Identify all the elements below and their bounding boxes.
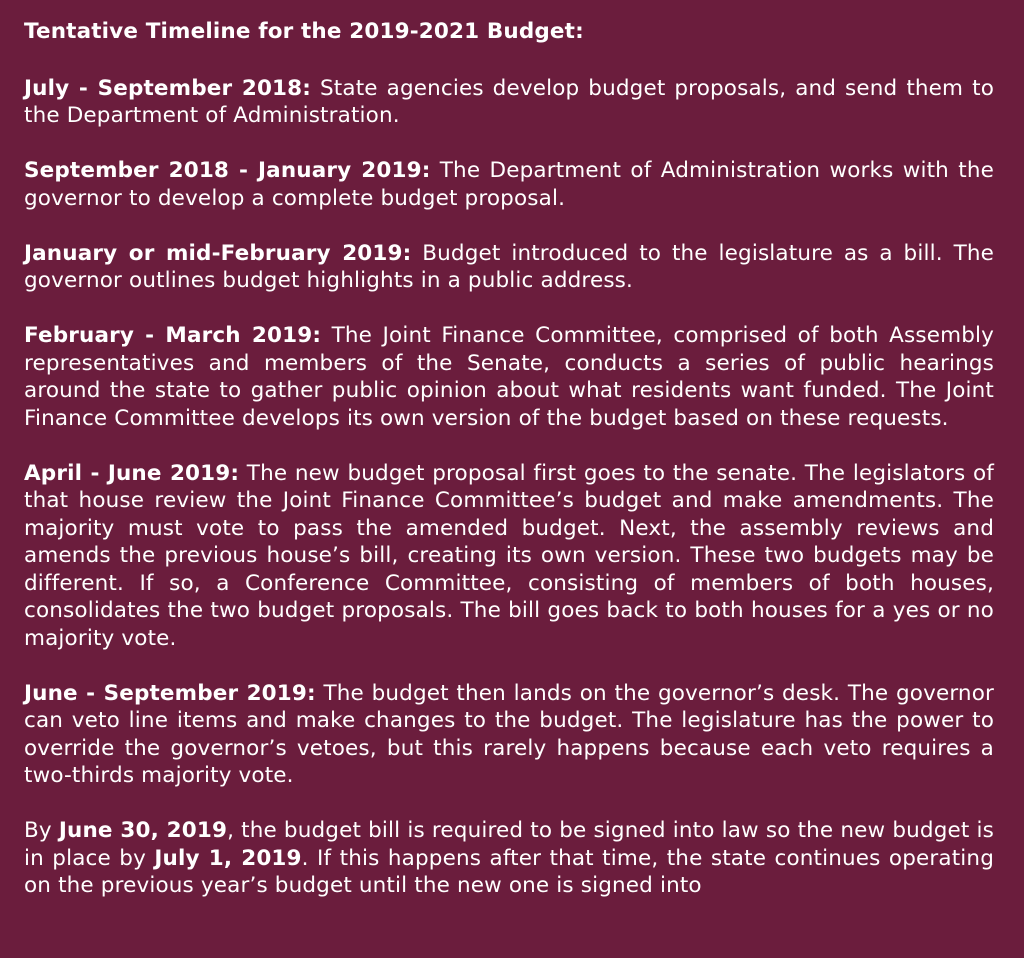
entry-period: June - September 2019:	[24, 680, 316, 706]
timeline-entry-1	[24, 75, 994, 130]
timeline-entry-6	[24, 680, 994, 790]
entry-text: State agencies develop budget proposals, and send them to the Department of Administration.	[24, 75, 994, 128]
entry-text: The new budget proposal first goes to the senate. The legislators of that house review the Joint Finance Committee’s budget and make amendments. The majority must vote to pass the amended budget. Next, the assembly reviews and amends the previous house’s bill, creating its own version. These two budgets may be different. If so, a Conference Committee, consisting of members of both houses, consolidates the two budget proposals. The bill goes back to both houses for a yes or no majority vote.	[24, 460, 994, 651]
timeline-entry-2	[24, 157, 994, 212]
entry-period: April - June 2019:	[24, 460, 240, 486]
closing-paragraph	[24, 817, 994, 900]
timeline-entry-5	[24, 460, 994, 653]
entry-text: The Department of Administration works with the governor to develop a complete budget proposal.	[24, 158, 994, 211]
timeline-entry-3	[24, 240, 994, 295]
entry-period: January or mid-February 2019:	[24, 240, 412, 266]
timeline-entry-4	[24, 322, 994, 432]
entry-text: The Joint Finance Committee, comprised of both Assembly representatives and members of the Senate, conducts a series of public hearings around the state to gather public opinion about what residents want funded. The Joint Finance Committee develops its own version of the budget based on these requests.	[24, 323, 994, 431]
closing-prefix: By	[24, 818, 52, 843]
entry-period: July - September 2018:	[24, 75, 312, 101]
closing-suffix: . If this happens after that time, the state continues operating on the previous year’s budget until the new one is signed into	[24, 845, 994, 898]
entry-text: The budget then lands on the governor’s desk. The governor can veto line items and make changes to the budget. The legislature has the power to override the governor’s vetoes, but this rarely happens because each veto requires a two-thirds majority vote.	[24, 680, 994, 788]
closing-date-signed: June 30, 2019	[58, 818, 228, 843]
page-title: Tentative Timeline for the 2019-2021 Budget:	[24, 19, 584, 44]
closing-date-in-place: July 1, 2019	[154, 845, 302, 871]
entry-period: September 2018 - January 2019:	[24, 158, 431, 183]
document-body	[24, 18, 994, 927]
entry-period: February - March 2019:	[24, 323, 322, 348]
entry-text: Budget introduced to the legislature as a bill. The governor outlines budget highlights in a public address.	[24, 240, 995, 293]
closing-middle: , the budget bill is required to be signed into law so the new budget is in place by	[24, 818, 995, 871]
